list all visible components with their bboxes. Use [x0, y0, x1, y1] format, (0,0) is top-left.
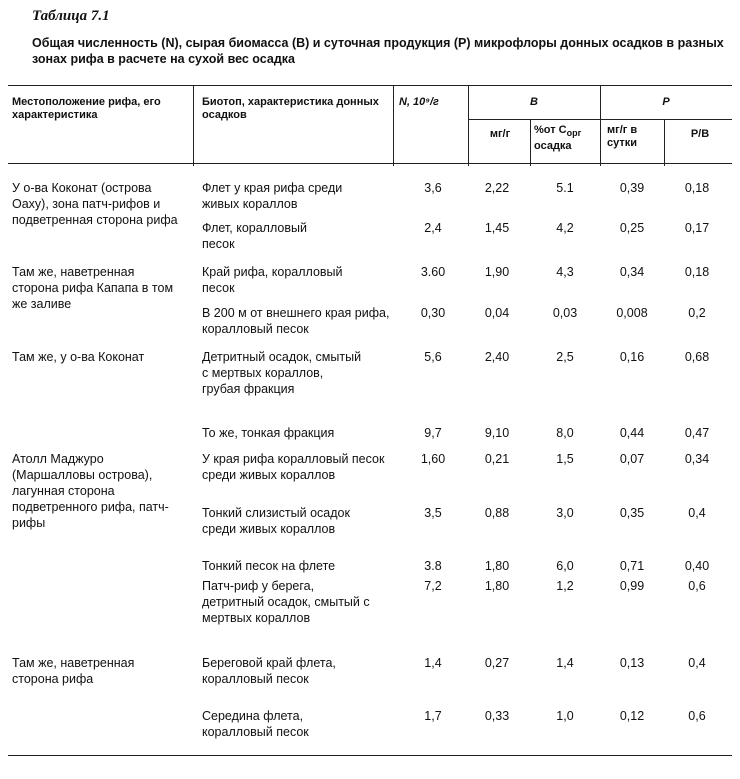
biotope-7: У края рифа коралловый песок среди живых кораллов [202, 452, 385, 482]
pb-8: 0,4 [688, 506, 706, 520]
header-n: N, 10⁹/г [399, 96, 439, 108]
bmg-7: 0,21 [484, 452, 510, 466]
pmg-3: 0,34 [619, 265, 645, 279]
pb-11: 0,4 [688, 656, 706, 670]
pb-3: 0,18 [684, 265, 710, 279]
biotope-5: Детритный осадок, смытый с мертвых кораллов, грубая фракция [202, 350, 362, 396]
pmg-11: 0,13 [619, 656, 645, 670]
pmg-5: 0,16 [619, 350, 645, 364]
pb-6: 0,47 [684, 426, 710, 440]
n-6: 9,7 [424, 426, 442, 440]
n-4: 0,30 [420, 306, 446, 320]
bpct-6: 8,0 [556, 426, 574, 440]
divider-1 [193, 86, 194, 166]
biotope-9: Тонкий песок на флете [202, 559, 336, 573]
location-4: Атолл Маджуро (Маршалловы острова), лагунная сторона подветренного рифа, патч-рифы [12, 452, 169, 530]
pb-2: 0,17 [684, 221, 710, 235]
biotope-2: Флет, коралловый песок [202, 221, 307, 251]
header-bottom-rule [8, 163, 732, 164]
header-p-mg: мг/г в сутки [607, 124, 638, 149]
bmg-3: 1,90 [484, 265, 510, 279]
header-b-mg: мг/г [489, 128, 511, 140]
location-3: Там же, у о-ва Коконат [12, 350, 145, 364]
pb-4: 0,2 [688, 306, 706, 320]
pmg-6: 0,44 [619, 426, 645, 440]
pmg-8: 0,35 [619, 506, 645, 520]
header-b-pct-tail: осадка [534, 140, 572, 153]
pb-9: 0,40 [684, 559, 710, 573]
header-b-pct-sub: орг [566, 128, 582, 139]
n-11: 1,4 [424, 656, 442, 670]
pmg-9: 0,71 [619, 559, 645, 573]
bmg-9: 1,80 [484, 559, 510, 573]
divider-4 [530, 120, 531, 166]
biotope-1: Флет у края рифа среди живых кораллов [202, 181, 343, 211]
n-1: 3,6 [424, 181, 442, 195]
pb-12: 0,6 [688, 709, 706, 723]
header-location: Местоположение рифа, его характеристика [12, 96, 161, 121]
bpct-4: 0,03 [552, 306, 578, 320]
bmg-10: 1,80 [484, 579, 510, 593]
bmg-6: 9,10 [484, 426, 510, 440]
pb-1: 0,18 [684, 181, 710, 195]
n-3: 3.60 [420, 265, 446, 279]
bmg-4: 0,04 [484, 306, 510, 320]
pb-7: 0,34 [684, 452, 710, 466]
bpct-3: 4,3 [556, 265, 574, 279]
table-title: Общая численность (N), сырая биомасса (B) и суточная продукция (P) микрофлоры донных осадков в разных зонах рифа в расчете на сухой вес осадка [32, 36, 724, 66]
bmg-1: 2,22 [484, 181, 510, 195]
biotope-10: Патч-риф у берега, детритный осадок, смытый с мертвых кораллов [202, 579, 370, 625]
location-1: У о-ва Коконат (острова Оаху), зона патч-рифов и подветренная сторона рифа [12, 181, 178, 227]
divider-2 [393, 86, 394, 166]
bpct-12: 1,0 [556, 709, 574, 723]
bpct-11: 1,4 [556, 656, 574, 670]
bmg-5: 2,40 [484, 350, 510, 364]
n-8: 3,5 [424, 506, 442, 520]
header-b-pct [534, 124, 600, 153]
n-2: 2,4 [424, 221, 442, 235]
bpct-7: 1,5 [556, 452, 574, 466]
header-biotope: Биотоп, характеристика донных осадков [202, 96, 379, 121]
header-b: B [530, 96, 538, 108]
n-12: 1,7 [424, 709, 442, 723]
bpct-9: 6,0 [556, 559, 574, 573]
bpct-10: 1,2 [556, 579, 574, 593]
pb-10: 0,6 [688, 579, 706, 593]
table-caption: Таблица 7.1 [32, 8, 110, 24]
header-p: P [662, 96, 670, 108]
header-p-ratio: P/B [690, 128, 710, 140]
biotope-11: Береговой край флета, коралловый песок [202, 656, 336, 686]
location-5: Там же, наветренная сторона рифа [12, 656, 135, 686]
biotope-4: В 200 м от внешнего края рифа, коралловый песок [202, 306, 390, 336]
n-7: 1,60 [420, 452, 446, 466]
pmg-2: 0,25 [619, 221, 645, 235]
bpct-1: 5.1 [556, 181, 574, 195]
pmg-4: 0,008 [616, 306, 648, 320]
bpct-8: 3,0 [556, 506, 574, 520]
pmg-12: 0,12 [619, 709, 645, 723]
divider-6 [664, 120, 665, 166]
bmg-11: 0,27 [484, 656, 510, 670]
n-5: 5,6 [424, 350, 442, 364]
pb-5: 0,68 [684, 350, 710, 364]
pmg-1: 0,39 [619, 181, 645, 195]
bmg-2: 1,45 [484, 221, 510, 235]
header-b-pct-main: %от C [534, 124, 567, 136]
biotope-12: Середина флета, коралловый песок [202, 709, 309, 739]
location-2: Там же, наветренная сторона рифа Капапа в том же заливе [12, 265, 174, 311]
biotope-6: То же, тонкая фракция [202, 426, 335, 440]
bmg-12: 0,33 [484, 709, 510, 723]
biotope-3: Край рифа, коралловый песок [202, 265, 343, 295]
n-9: 3.8 [424, 559, 442, 573]
n-10: 7,2 [424, 579, 442, 593]
biotope-8: Тонкий слизистый осадок среди живых кораллов [202, 506, 350, 536]
bmg-8: 0,88 [484, 506, 510, 520]
bpct-5: 2,5 [556, 350, 574, 364]
header-top-rule [8, 85, 732, 86]
pmg-7: 0,07 [619, 452, 645, 466]
pmg-10: 0,99 [619, 579, 645, 593]
table-bottom-rule [8, 755, 732, 756]
bpct-2: 4,2 [556, 221, 574, 235]
